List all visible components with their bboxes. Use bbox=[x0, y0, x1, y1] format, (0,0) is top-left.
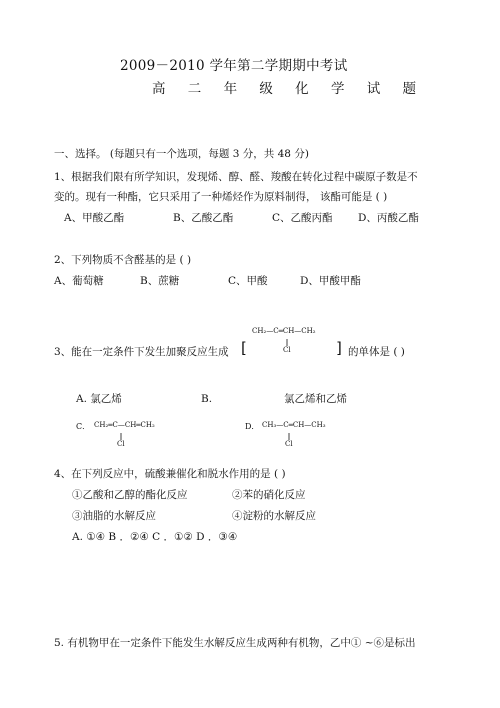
q4-stem: 4、在下列反应中，硫酸兼催化和脱水作用的是 ( ) bbox=[54, 468, 286, 480]
polymer-right-bracket: ] bbox=[336, 339, 342, 357]
q3-option-c-sub: Cl bbox=[117, 440, 125, 448]
q1-line2: 变的。现有一种酯，它只采用了一种烯烃作为原料制得， 该酯可能是 ( ) bbox=[54, 191, 388, 203]
q1-option-a: A、甲酸乙酯 bbox=[64, 212, 125, 224]
q3-option-d-structure bbox=[262, 421, 352, 451]
q3-option-d-chain: CH₃—C═CH—CH₃ bbox=[262, 421, 326, 429]
q3-option-b-text: 氯乙烯和乙烯 bbox=[284, 393, 347, 405]
q4-item-1: ①乙酸和乙醇的酯化反应 bbox=[72, 489, 188, 501]
q2-option-b: B、蔗糖 bbox=[140, 275, 180, 287]
q3-stem-before: 3、能在一定条件下发生加聚反应生成 bbox=[54, 346, 229, 358]
q1-option-c: C、乙酸丙酯 bbox=[272, 212, 333, 224]
q3-polymer-chain: CH₂—C═CH—CH₂ bbox=[252, 327, 316, 335]
q3-option-c-chain: CH₂═C—CH═CH₂ bbox=[94, 421, 155, 429]
exam-subtitle: 高 二 年 级 化 学 试 题 bbox=[152, 81, 426, 97]
q1-option-b: B、乙酸乙酯 bbox=[173, 212, 234, 224]
q4-item-2: ②苯的硝化反应 bbox=[232, 489, 306, 501]
q1-line1: 1、根据我们限有所学知识，发现烯、醇、醛、羧酸在转化过程中碳原子数是不 bbox=[54, 171, 418, 183]
q3-polymer-sub: Cl bbox=[283, 346, 291, 354]
q1-option-d: D、丙酸乙酯 bbox=[358, 212, 419, 224]
q3-stem-after: 的单体是 ( ) bbox=[348, 346, 405, 358]
q3-option-d-sub: Cl bbox=[285, 440, 293, 448]
q2-option-c: C、甲酸 bbox=[228, 275, 268, 287]
q3-polymer-structure bbox=[252, 327, 342, 357]
q3-option-c-structure bbox=[94, 421, 184, 451]
q3-option-b-label: B. bbox=[201, 393, 213, 405]
q4-answers: A. ①④ B ．②④ C ．①② D ．③④ bbox=[72, 531, 238, 543]
exam-title: 2009－2010 学年第二学期期中考试 bbox=[120, 58, 348, 74]
q3-option-d-label: D． bbox=[245, 422, 260, 431]
q3-option-a: A. 氯乙烯 bbox=[76, 393, 122, 405]
q4-item-3: ③油脂的水解反应 bbox=[72, 510, 156, 522]
q4-item-4: ④淀粉的水解反应 bbox=[232, 510, 316, 522]
section-heading: 一、选择。 (每题只有一个选项，每题 3 分，共 48 分) bbox=[54, 148, 309, 160]
polymer-left-bracket: [ bbox=[241, 339, 247, 357]
q3-option-c-label: C． bbox=[76, 422, 91, 431]
q2-stem: 2、下列物质不含醛基的是 ( ) bbox=[54, 254, 192, 266]
q2-option-a: A、葡萄糖 bbox=[54, 275, 104, 287]
q5-stem: 5. 有机物甲在一定条件下能发生水解反应生成两种有机物，乙中① ~⑥是标出 bbox=[54, 637, 416, 649]
q2-option-d: D、甲酸甲酯 bbox=[300, 275, 361, 287]
